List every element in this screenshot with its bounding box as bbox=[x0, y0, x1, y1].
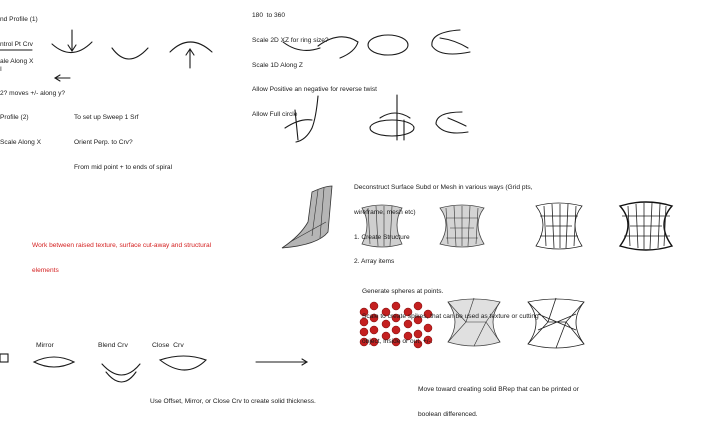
note-spheres bbox=[362, 272, 539, 354]
hyperboloid-mesh bbox=[620, 202, 672, 250]
note-line: To set up Sweep 1 Srf bbox=[74, 114, 139, 122]
note-sweep-setup bbox=[74, 98, 172, 180]
note-ring-settings bbox=[252, 0, 377, 127]
note-line: wireframe, mesh etc) bbox=[354, 209, 416, 217]
note-line: Allow Positive an negative for reverse twist bbox=[252, 86, 377, 94]
note-bottom-thickness: Use Offset, Mirror, or Close Crv to create solid thickness. bbox=[150, 398, 316, 405]
label-close-crv: Close Crv bbox=[152, 342, 184, 349]
spiral-sketch-2 bbox=[380, 113, 410, 118]
note-profile-1 bbox=[0, 0, 65, 107]
note-brep bbox=[418, 370, 579, 427]
note-line: elements bbox=[32, 267, 59, 275]
label-mirror: Mirror bbox=[36, 342, 54, 349]
twisted-surface bbox=[282, 186, 332, 248]
ring-sketch-4 bbox=[432, 30, 470, 54]
note-deconstruct bbox=[354, 168, 532, 275]
note-scale-along-x: ale Along X bbox=[0, 58, 34, 65]
note-line: Move toward creating solid BRep that can be printed or bbox=[418, 386, 579, 394]
note-line: Scale 2D XZ for ring size? bbox=[252, 37, 329, 45]
note-line: 1. Create Structure bbox=[354, 233, 410, 241]
note-line: object, inside or out, +/-. bbox=[362, 337, 433, 345]
note-red-texture bbox=[32, 226, 211, 283]
note-line: ntrol Pt Crv bbox=[0, 41, 33, 49]
note-line: I bbox=[0, 65, 2, 73]
note-line: Scale Along X bbox=[0, 139, 42, 147]
note-line: From mid point + to ends of spiral bbox=[74, 163, 173, 171]
note-line: 2? moves +/- along y? bbox=[0, 90, 66, 98]
mirror-curve bbox=[34, 357, 74, 367]
small-box bbox=[0, 354, 8, 362]
note-line: boolean differenced. bbox=[418, 411, 478, 419]
label-blend-crv: Blend Crv bbox=[98, 342, 128, 349]
note-line: Profile (2) bbox=[0, 114, 29, 122]
profile-curve-u bbox=[112, 48, 148, 59]
note-line: Work between raised texture, surface cut-away and structural bbox=[32, 242, 212, 250]
note-line: Scale 1D Along Z bbox=[252, 61, 303, 69]
blend-curve bbox=[102, 364, 140, 382]
note-line: 180 to 360 bbox=[252, 12, 285, 20]
note-profile-2 bbox=[0, 98, 41, 155]
note-line: Orient Perp. to Crv? bbox=[74, 139, 133, 147]
note-line: Scale to create spikes, that can be used as texture or cutting bbox=[362, 313, 539, 321]
note-line: Deconstruct Surface Subd or Mesh in various ways (Grid pts, bbox=[354, 184, 533, 192]
note-line: Generate spheres at points. bbox=[362, 288, 444, 296]
close-curve bbox=[160, 356, 206, 370]
note-line: 2. Array items bbox=[354, 258, 395, 266]
spiral-sketch-4 bbox=[436, 112, 468, 133]
note-line: nd Profile (1) bbox=[0, 16, 38, 24]
hyperboloid-wireframe bbox=[536, 203, 582, 249]
note-line: Allow Full circle bbox=[252, 110, 298, 118]
